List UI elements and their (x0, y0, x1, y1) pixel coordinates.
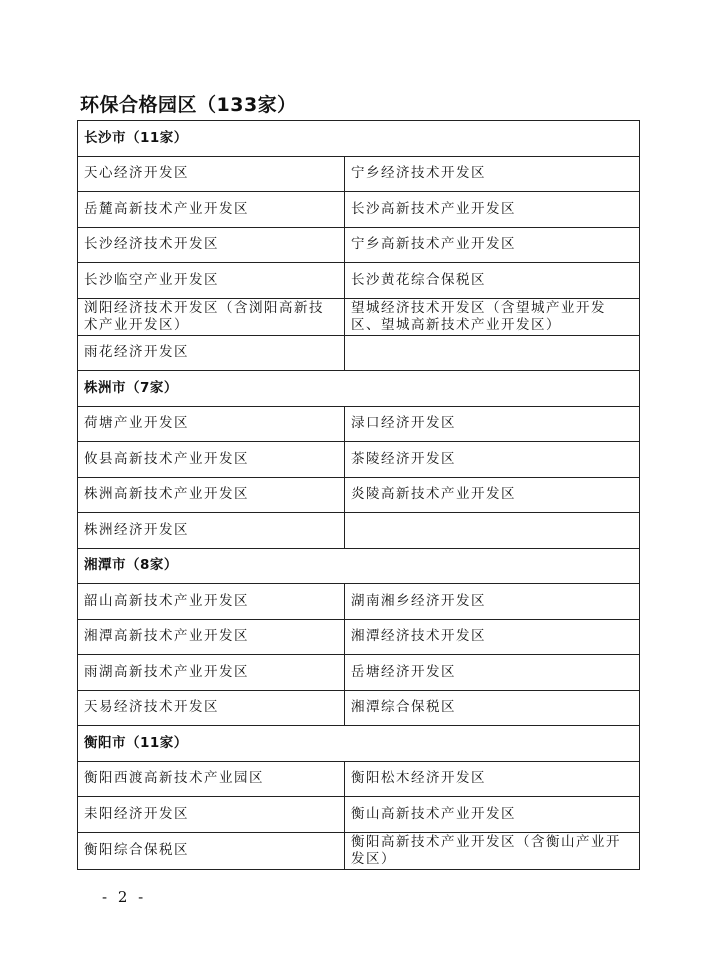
city-heading-hengyang: 衡阳市（11家） (78, 726, 640, 762)
table-cell: 岳麓高新技术产业开发区 (78, 192, 345, 228)
table-cell: 株洲高新技术产业开发区 (78, 477, 345, 513)
table-cell: 衡山高新技术产业开发区 (345, 797, 640, 833)
table-cell: 雨湖高新技术产业开发区 (78, 655, 345, 691)
table-cell: 耒阳经济开发区 (78, 797, 345, 833)
table-cell: 望城经济技术开发区（含望城产业开发区、望城高新技术产业开发区） (345, 298, 640, 335)
table-cell: 长沙高新技术产业开发区 (345, 192, 640, 228)
table-cell: 炎陵高新技术产业开发区 (345, 477, 640, 513)
table-cell: 岳塘经济开发区 (345, 655, 640, 691)
table-cell: 宁乡经济技术开发区 (345, 156, 640, 192)
table-cell: 荷塘产业开发区 (78, 406, 345, 442)
page-number: - 2 - (102, 888, 147, 906)
city-heading-zhuzhou: 株洲市（7家） (78, 371, 640, 407)
table-cell: 长沙经济技术开发区 (78, 227, 345, 263)
table-cell: 湘潭综合保税区 (345, 690, 640, 726)
table-cell-empty (345, 513, 640, 549)
table-cell: 渌口经济开发区 (345, 406, 640, 442)
city-heading-xiangtan: 湘潭市（8家） (78, 548, 640, 584)
table-cell: 湘潭高新技术产业开发区 (78, 619, 345, 655)
table-cell-empty (345, 335, 640, 371)
table-cell: 宁乡高新技术产业开发区 (345, 227, 640, 263)
table-cell: 天易经济技术开发区 (78, 690, 345, 726)
table-cell: 长沙临空产业开发区 (78, 263, 345, 299)
table-cell: 天心经济开发区 (78, 156, 345, 192)
table-cell: 湖南湘乡经济开发区 (345, 584, 640, 620)
table-cell: 湘潭经济技术开发区 (345, 619, 640, 655)
table-cell: 浏阳经济技术开发区（含浏阳高新技术产业开发区） (78, 298, 345, 335)
table-cell: 攸县高新技术产业开发区 (78, 442, 345, 478)
parks-table (77, 120, 640, 870)
page-title: 环保合格园区（133家） (80, 94, 297, 116)
table-cell: 衡阳综合保税区 (78, 832, 345, 869)
table-cell: 雨花经济开发区 (78, 335, 345, 371)
table-cell: 韶山高新技术产业开发区 (78, 584, 345, 620)
table-cell: 茶陵经济开发区 (345, 442, 640, 478)
table-cell: 衡阳松木经济开发区 (345, 761, 640, 797)
table-cell: 衡阳高新技术产业开发区（含衡山产业开发区） (345, 832, 640, 869)
table-cell: 衡阳西渡高新技术产业园区 (78, 761, 345, 797)
table-cell: 株洲经济开发区 (78, 513, 345, 549)
city-heading-changsha: 长沙市（11家） (78, 121, 640, 157)
table-cell: 长沙黄花综合保税区 (345, 263, 640, 299)
